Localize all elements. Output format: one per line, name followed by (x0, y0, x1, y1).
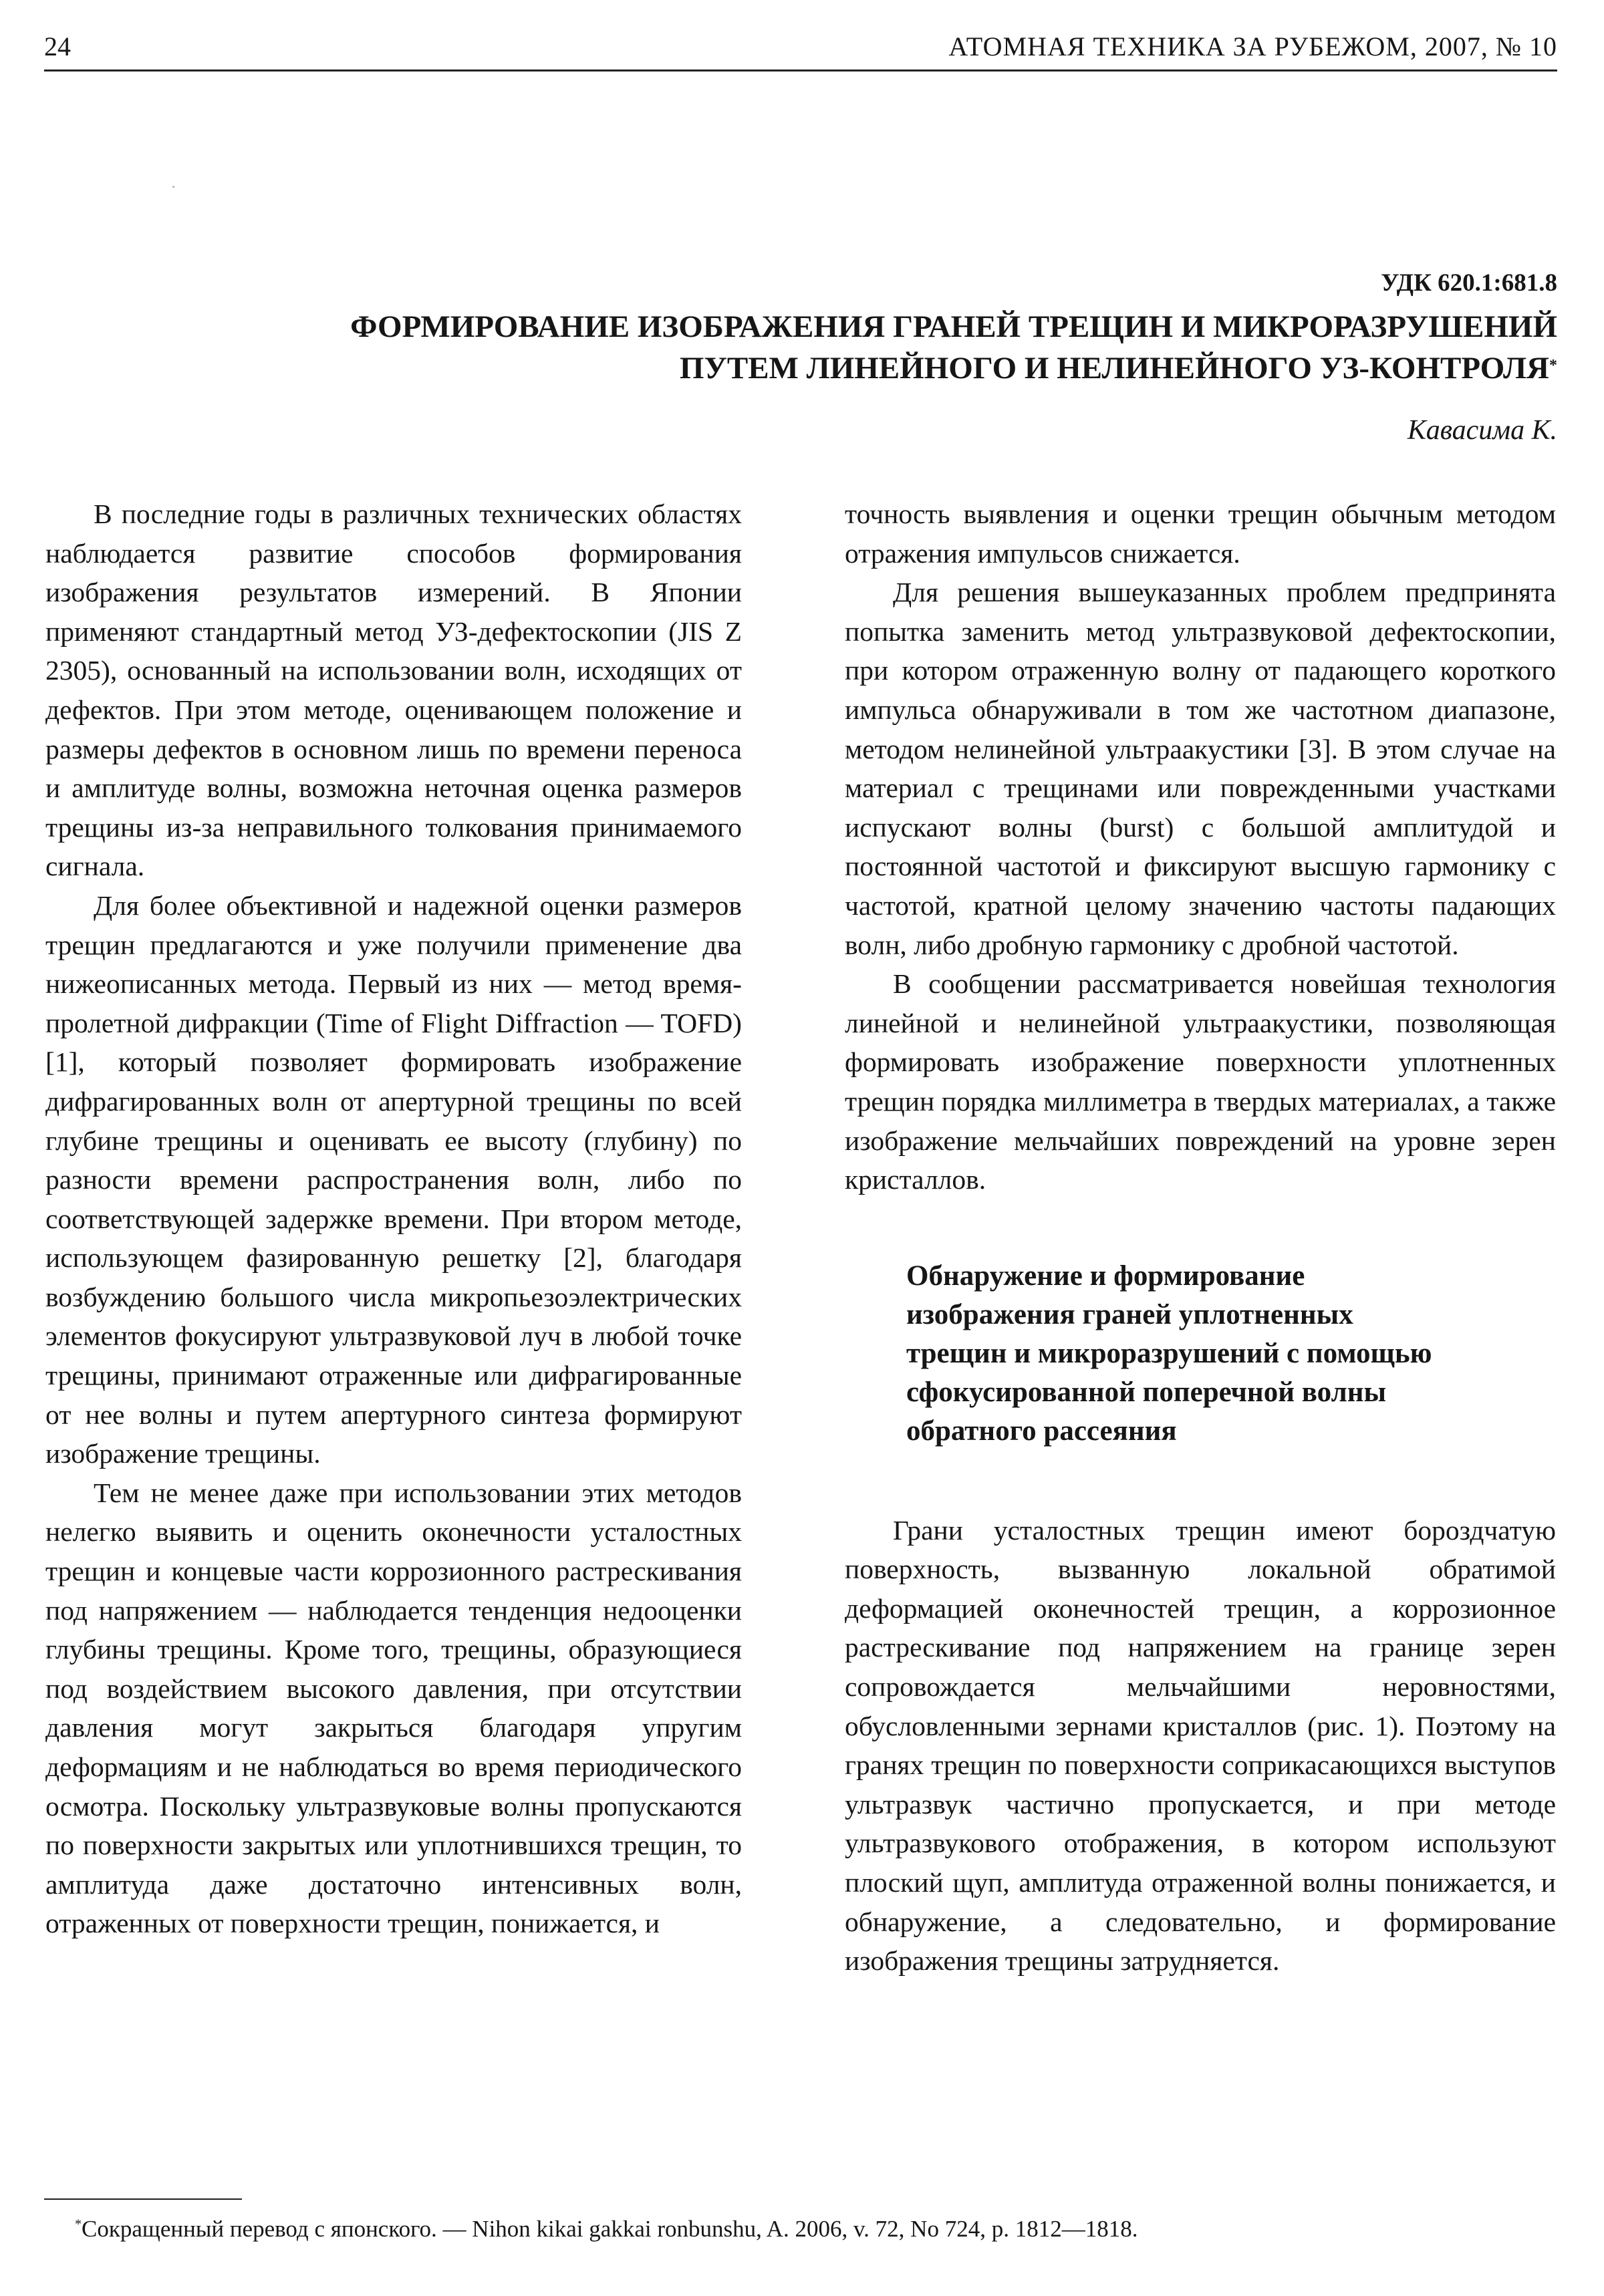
section-heading-line: изображения граней уплотненных (906, 1298, 1353, 1330)
section-heading-line: Обнаружение и формирование (906, 1260, 1305, 1292)
scan-speck (172, 186, 174, 188)
left-column (45, 494, 742, 1943)
paragraph-continuation: точность выявления и оценки трещин обычным методом отражения импульсов снижается. (845, 498, 1556, 569)
section-heading-line: обратного рассеяния (906, 1415, 1177, 1447)
paragraph: Для более объективной и надежной оценки размеров трещин предлагаются и уже получили применение два нижеописанных метода. Первый из них — метод время-пролетной дифракции (Time of Flight Diffraction — TOFD) [1], который позволяет формировать изображение дифрагированных волн от апертурной трещины по всей глубине трещины и оценивать ее высоту (глубину) по разности времени распространения волн, либо по соответствующей задержке времени. При втором методе, использующем фазированную решетку [2], благодаря возбуждению большого числа микропьезоэлектрических элементов фокусируют ультразвуковой луч в любой точке трещины, принимают отраженные или дифрагированные от нее волны и путем апертурного синтеза формируют изображение трещины. (45, 889, 742, 1469)
footnote-divider (44, 2198, 242, 2200)
title-line-2 (40, 347, 1557, 389)
paragraph: Для решения вышеуказанных проблем предпринята попытка заменить метод ультразвуковой дефектоскопии, при котором отраженную волну от падающего короткого импульса обнаруживали в том же частотном диапазоне, методом нелинейной ультраакустики [3]. В этом случае на материал с трещинами или поврежденными участками испускают волны (burst) с большой амплитудой и постоянной частотой и фиксируют высшую гармонику с частотой, кратной целому значению частоты падающих волн, либо дробную гармонику с дробной частотой. (845, 577, 1556, 960)
footnote-mark: * (75, 2216, 82, 2232)
section-heading-line: сфокусированной поперечной волны (906, 1376, 1387, 1408)
right-column (845, 494, 1556, 1981)
running-header (44, 27, 1557, 71)
title-footnote-mark: * (1549, 357, 1557, 374)
article-title (40, 306, 1557, 389)
title-line-1: ФОРМИРОВАНИЕ ИЗОБРАЖЕНИЯ ГРАНЕЙ ТРЕЩИН И МИКРОРАЗРУШЕНИЙ (350, 309, 1557, 344)
footnote-text: Сокращенный перевод с японского. — Nihon kikai gakkai ronbunshu, A. 2006, v. 72, No 724, p. 1812—1818. (82, 2216, 1138, 2242)
page-number: 24 (44, 31, 71, 61)
footnote (75, 2216, 1138, 2243)
author: Кавасима К. (1407, 415, 1557, 446)
paragraph: Тем не менее даже при использовании этих методов нелегко выявить и оценить оконечности усталостных трещин и концевые части коррозионного растрескивания под напряжением — наблюдается тенденция недооценки глубины трещины. Кроме того, трещины, образующиеся под воздействием высокого давления, при отсутствии давления могут закрыться благодаря упругим деформациям и не наблюдаться во время периодического осмотра. Поскольку ультразвуковые волны пропускаются по поверхности закрытых или уплотнившихся трещин, то амплитуда даже достаточно интенсивных волн, отраженных от поверхности трещин, понижается, и (45, 1477, 742, 1939)
udk-code: УДК 620.1:681.8 (1381, 269, 1557, 297)
title-line-2-text: ПУТЕМ ЛИНЕЙНОГО И НЕЛИНЕЙНОГО УЗ-КОНТРОЛЯ (679, 351, 1549, 386)
paragraph: В последние годы в различных технических областях наблюдается развитие способов формирования изображения результатов измерений. В Японии применяют стандартный метод УЗ-дефектоскопии (JIS Z 2305), основанный на использовании волн, исходящих от дефектов. При этом методе, оценивающем положение и размеры дефектов в основном лишь по времени переноса и амплитуде волны, возможна неточная оценка размеров трещины из-за неправильного толкования принимаемого сигнала. (45, 498, 742, 882)
section-heading (845, 1257, 1556, 1451)
paragraph: Грани усталостных трещин имеют бороздчатую поверхность, вызванную локальной обратимой деформацией оконечностей трещин, а коррозионное растрескивание под напряжением на границе зерен сопровождается мельчайшими неровностями, обусловленными зернами кристаллов (рис. 1). Поэтому на гранях трещин по поверхности соприкасающихся выступов ультразвук частично пропускается, и при методе ультразвукового отображения, в котором используют плоский щуп, амплитуда отраженной волны понижается, и обнаружение, а следовательно, и формирование изображения трещины затрудняется. (845, 1514, 1556, 1977)
journal-title: АТОМНАЯ ТЕХНИКА ЗА РУБЕЖОМ, 2007, № 10 (948, 31, 1557, 61)
paragraph: В сообщении рассматривается новейшая технология линейной и нелинейной ультраакустики, позволяющая формировать изображение поверхности уплотненных трещин порядка миллиметра в твердых материалах, а также изображение мельчайших повреждений на уровне зерен кристаллов. (845, 968, 1556, 1195)
section-heading-line: трещин и микроразрушений с помощью (906, 1337, 1432, 1369)
